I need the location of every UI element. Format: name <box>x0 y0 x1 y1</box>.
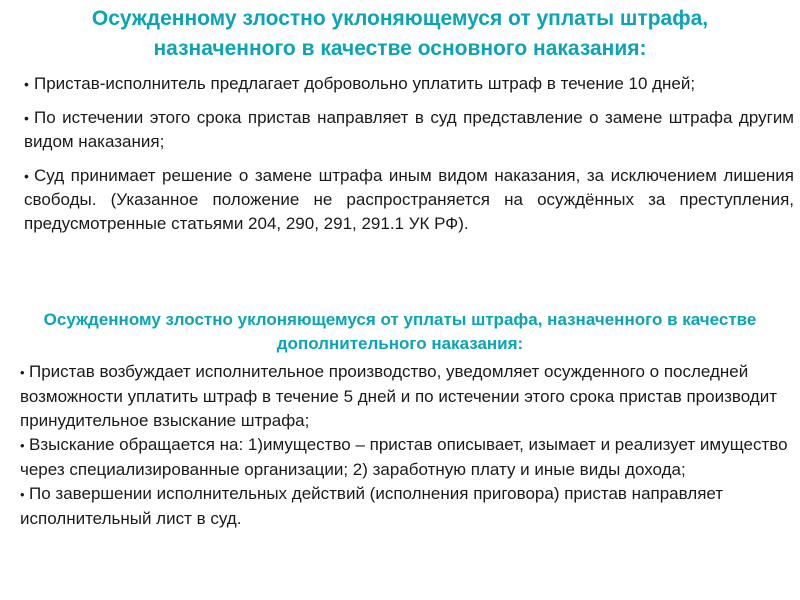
bullet-icon: • <box>20 365 25 380</box>
bullet-icon: • <box>24 76 29 92</box>
section2-item <box>20 433 792 482</box>
section2-item <box>20 360 792 433</box>
section1-item <box>24 72 794 96</box>
bullet-icon: • <box>20 487 25 502</box>
section2-item-text: Взыскание обращается на: 1)имущество – пристав описывает, изымает и реализует имущество через специализированные организации; 2) заработную плату и иные виды дохода; <box>20 435 788 479</box>
section1-item <box>24 106 794 154</box>
section1-item-text: Суд принимает решение о замене штрафа иным видом наказания, за исключением лишения свободы. (Указанное положение не распространяется на осуждённых за преступления, предусмотренные статьями 204, 290, 291, 291.1 УК РФ). <box>24 166 794 233</box>
section1-item <box>24 164 794 236</box>
bullet-icon: • <box>24 168 29 184</box>
section2-item-text: По завершении исполнительных действий (исполнения приговора) пристав направляет исполнительный лист в суд. <box>20 484 724 528</box>
section1-list <box>24 72 794 246</box>
section2-title: Осужденному злостно уклоняющемуся от уплаты штрафа, назначенного в качестве дополнительного наказания: <box>43 310 757 353</box>
section1-item-text: Пристав-исполнитель предлагает добровольно уплатить штраф в течение 10 дней; <box>34 74 696 93</box>
bullet-icon: • <box>24 110 29 126</box>
section1-title: Осужденному злостно уклоняющемуся от уплаты штрафа, назначенного в качестве основного наказания: <box>91 7 709 60</box>
section2-item <box>20 482 792 531</box>
bullet-icon: • <box>20 438 25 453</box>
section2-list <box>20 360 792 531</box>
section2-item-text: Пристав возбуждает исполнительное производство, уведомляет осужденного о последней возможности уплатить штраф в течение 5 дней и по истечении этого срока пристав производит принудительное взыскание штрафа; <box>20 362 777 430</box>
section1-item-text: По истечении этого срока пристав направляет в суд представление о замене штрафа другим видом наказания; <box>24 108 794 151</box>
